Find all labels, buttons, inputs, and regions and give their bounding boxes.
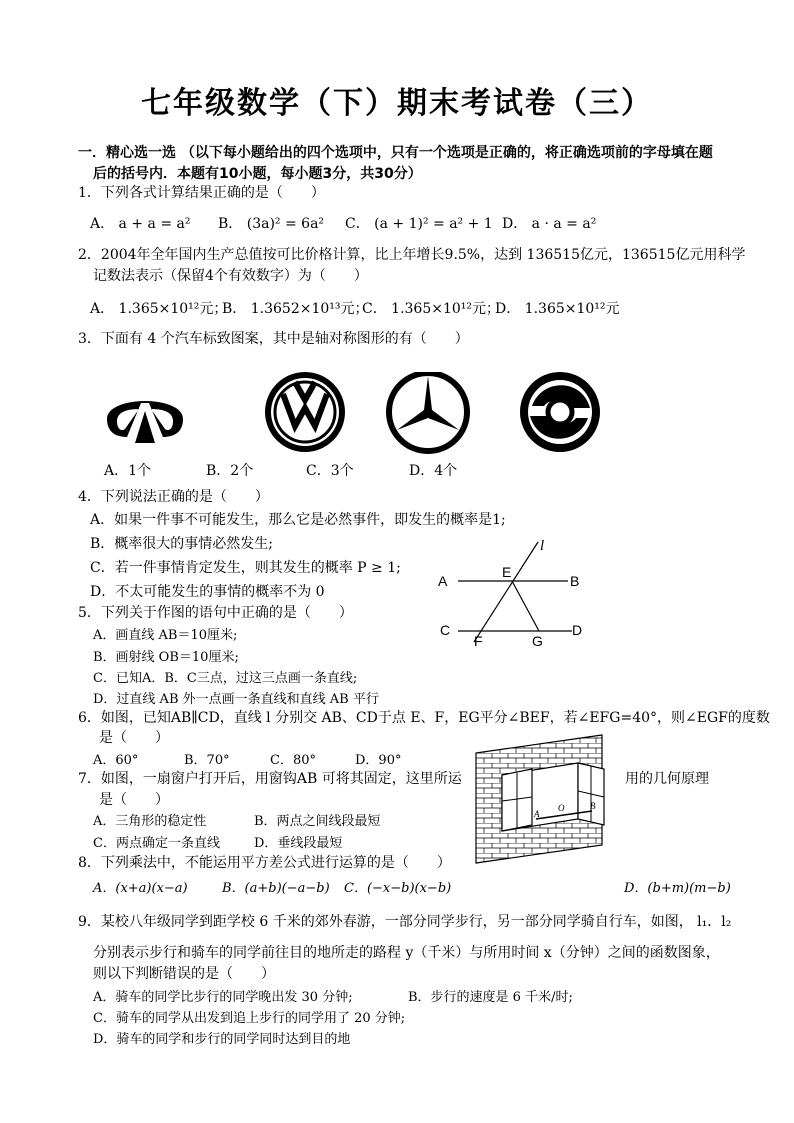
q7-stem-line1a: 7．如图，一扇窗户打开后，用窗钩AB 可将其固定，这里所运: [78, 771, 462, 787]
section-heading-line2: 后的括号内．本题有10小题，每小题3分，共30分）: [93, 166, 422, 182]
infiniti-logo-icon: [107, 401, 183, 443]
q3-option-d: D．4个: [409, 463, 458, 479]
window-label-o: O: [558, 803, 565, 813]
q9-stem-line3: 则以下判断错误的是（ ）: [93, 966, 275, 982]
q5-stem: 5．下列关于作图的语句中正确的是（ ）: [78, 605, 353, 621]
q1-option-d: D． a · a = a²: [502, 216, 597, 232]
label-l: l: [540, 538, 545, 554]
window-label-a: A: [534, 809, 540, 819]
q8-option-c: C．(−x−b)(x−b): [344, 881, 452, 896]
q3-stem: 3．下面有 4 个汽车标致图案，其中是轴对称图形的有（ ）: [78, 331, 469, 347]
q1-option-b: B． (3a)² = 6a²: [218, 216, 325, 232]
q9-option-b: B．步行的速度是 6 千米/时;: [408, 990, 573, 1005]
label-g: G: [532, 633, 543, 649]
label-a: A: [438, 573, 448, 589]
q7-option-a: A．三角形的稳定性: [93, 814, 207, 829]
q3-option-b: B．2个: [206, 463, 254, 479]
q9-option-a: A．骑车的同学比步行的同学晚出发 30 分钟;: [93, 990, 353, 1005]
label-b: B: [570, 573, 580, 589]
q9-option-d: D．骑车的同学和步行的同学同时达到目的地: [93, 1032, 351, 1047]
q6-option-b: B．70°: [184, 753, 230, 768]
section-heading-line1: 一．精心选一选 （以下每小题给出的四个选项中，只有一个选项是正确的，将正确选项前的字母填在题: [78, 145, 713, 161]
q1-option-c: C． (a + 1)² = a² + 1: [345, 216, 493, 232]
window-figure: [470, 733, 610, 865]
q4-option-a: A．如果一件事不可能发生，那么它是必然事件，即发生的概率是1;: [90, 512, 506, 528]
q2-option-b: B． 1.3652×10¹³元；: [222, 301, 369, 317]
dongfeng-logo-icon: [520, 372, 600, 452]
q9-option-c: C．骑车的同学从出发到追上步行的同学用了 20 分钟;: [93, 1011, 406, 1026]
label-e: E: [502, 564, 512, 580]
q1-stem: 1．下列各式计算结果正确的是（ ）: [78, 185, 325, 201]
q1-option-a: A． a + a = a²: [90, 216, 191, 232]
page-title: 七年级数学（下）期末考试卷（三）: [141, 86, 653, 121]
volkswagen-logo-icon: [265, 372, 345, 452]
q3-option-a: A．1个: [104, 463, 152, 479]
q8-stem: 8．下列乘法中，不能运用平方差公式进行运算的是（ ）: [78, 855, 451, 871]
q6-option-c: C．80°: [270, 753, 316, 768]
q5-option-b: B．画射线 OB＝10厘米;: [93, 650, 239, 665]
q7-option-d: D．垂线段最短: [254, 836, 343, 851]
q7-option-c: C．两点确定一条直线: [93, 836, 220, 851]
q2-option-c: C． 1.365×10¹²元；: [362, 301, 501, 317]
mercedes-logo-icon: [389, 373, 467, 451]
label-c: C: [440, 622, 451, 638]
q4-option-d: D．不太可能发生的事情的概率不为 0: [90, 584, 325, 600]
q5-option-c: C．已知A．B．C三点，过这三点画一条直线;: [93, 671, 358, 686]
q9-stem-line1: 9．某校八年级同学到距学校 6 千米的郊外春游，一部分同学步行，另一部分同学骑自行车，如图， l₁．l₂: [78, 914, 732, 930]
q6-stem-line2: 是（ ）: [99, 730, 169, 746]
label-d: D: [572, 622, 583, 638]
q3-option-c: C．3个: [306, 463, 354, 479]
window-label-b: B: [590, 801, 596, 811]
q6-option-d: D．90°: [355, 753, 402, 768]
q7-option-b: B．两点之间线段最短: [254, 814, 381, 829]
q8-option-b: B．(a+b)(−a−b): [222, 881, 330, 896]
q2-option-d: D． 1.365×10¹²元: [495, 301, 620, 317]
q7-stem-line2: 是（ ）: [99, 792, 169, 808]
q6-option-a: A．60°: [93, 753, 139, 768]
q5-option-d: D．过直线 AB 外一点画一条直线和直线 AB 平行: [93, 692, 379, 707]
q5-option-a: A．画直线 AB＝10厘米;: [93, 628, 238, 643]
label-f: F: [474, 633, 483, 649]
car-logos: [100, 372, 620, 462]
q6-stem-line1: 6．如图，已知AB∥CD，直线 l 分别交 AB、CD于点 E、F，EG平分∠BEF，若∠EFG=40°，则∠EGF的度数: [78, 710, 770, 726]
q4-option-b: B．概率很大的事情必然发生;: [90, 536, 274, 552]
q4-stem: 4．下列说法正确的是（ ）: [78, 489, 269, 505]
q2-option-a: A． 1.365×10¹²元；: [90, 301, 228, 317]
q2-stem-line1: 2．2004年全年国内生产总值按可比价格计算，比上年增长9.5%，达到 136515亿元，136515亿元用科学: [78, 247, 746, 263]
q8-option-a: A．(x+a)(x−a): [93, 881, 188, 896]
q2-stem-line2: 记数法表示（保留4个有效数字）为（ ）: [93, 268, 368, 284]
q4-option-c: C．若一件事情肯定发生，则其发生的概率 P ≥ 1;: [90, 560, 401, 576]
q8-option-d: D．(b+m)(m−b): [624, 881, 731, 896]
q9-stem-line2: 分别表示步行和骑车的同学前往目的地所走的路程 y（千米）与所用时间 x（分钟）之间的函数图象，: [93, 945, 720, 961]
q7-stem-line1b: 用的几何原理: [625, 771, 709, 787]
parallel-lines-figure: [436, 536, 596, 650]
